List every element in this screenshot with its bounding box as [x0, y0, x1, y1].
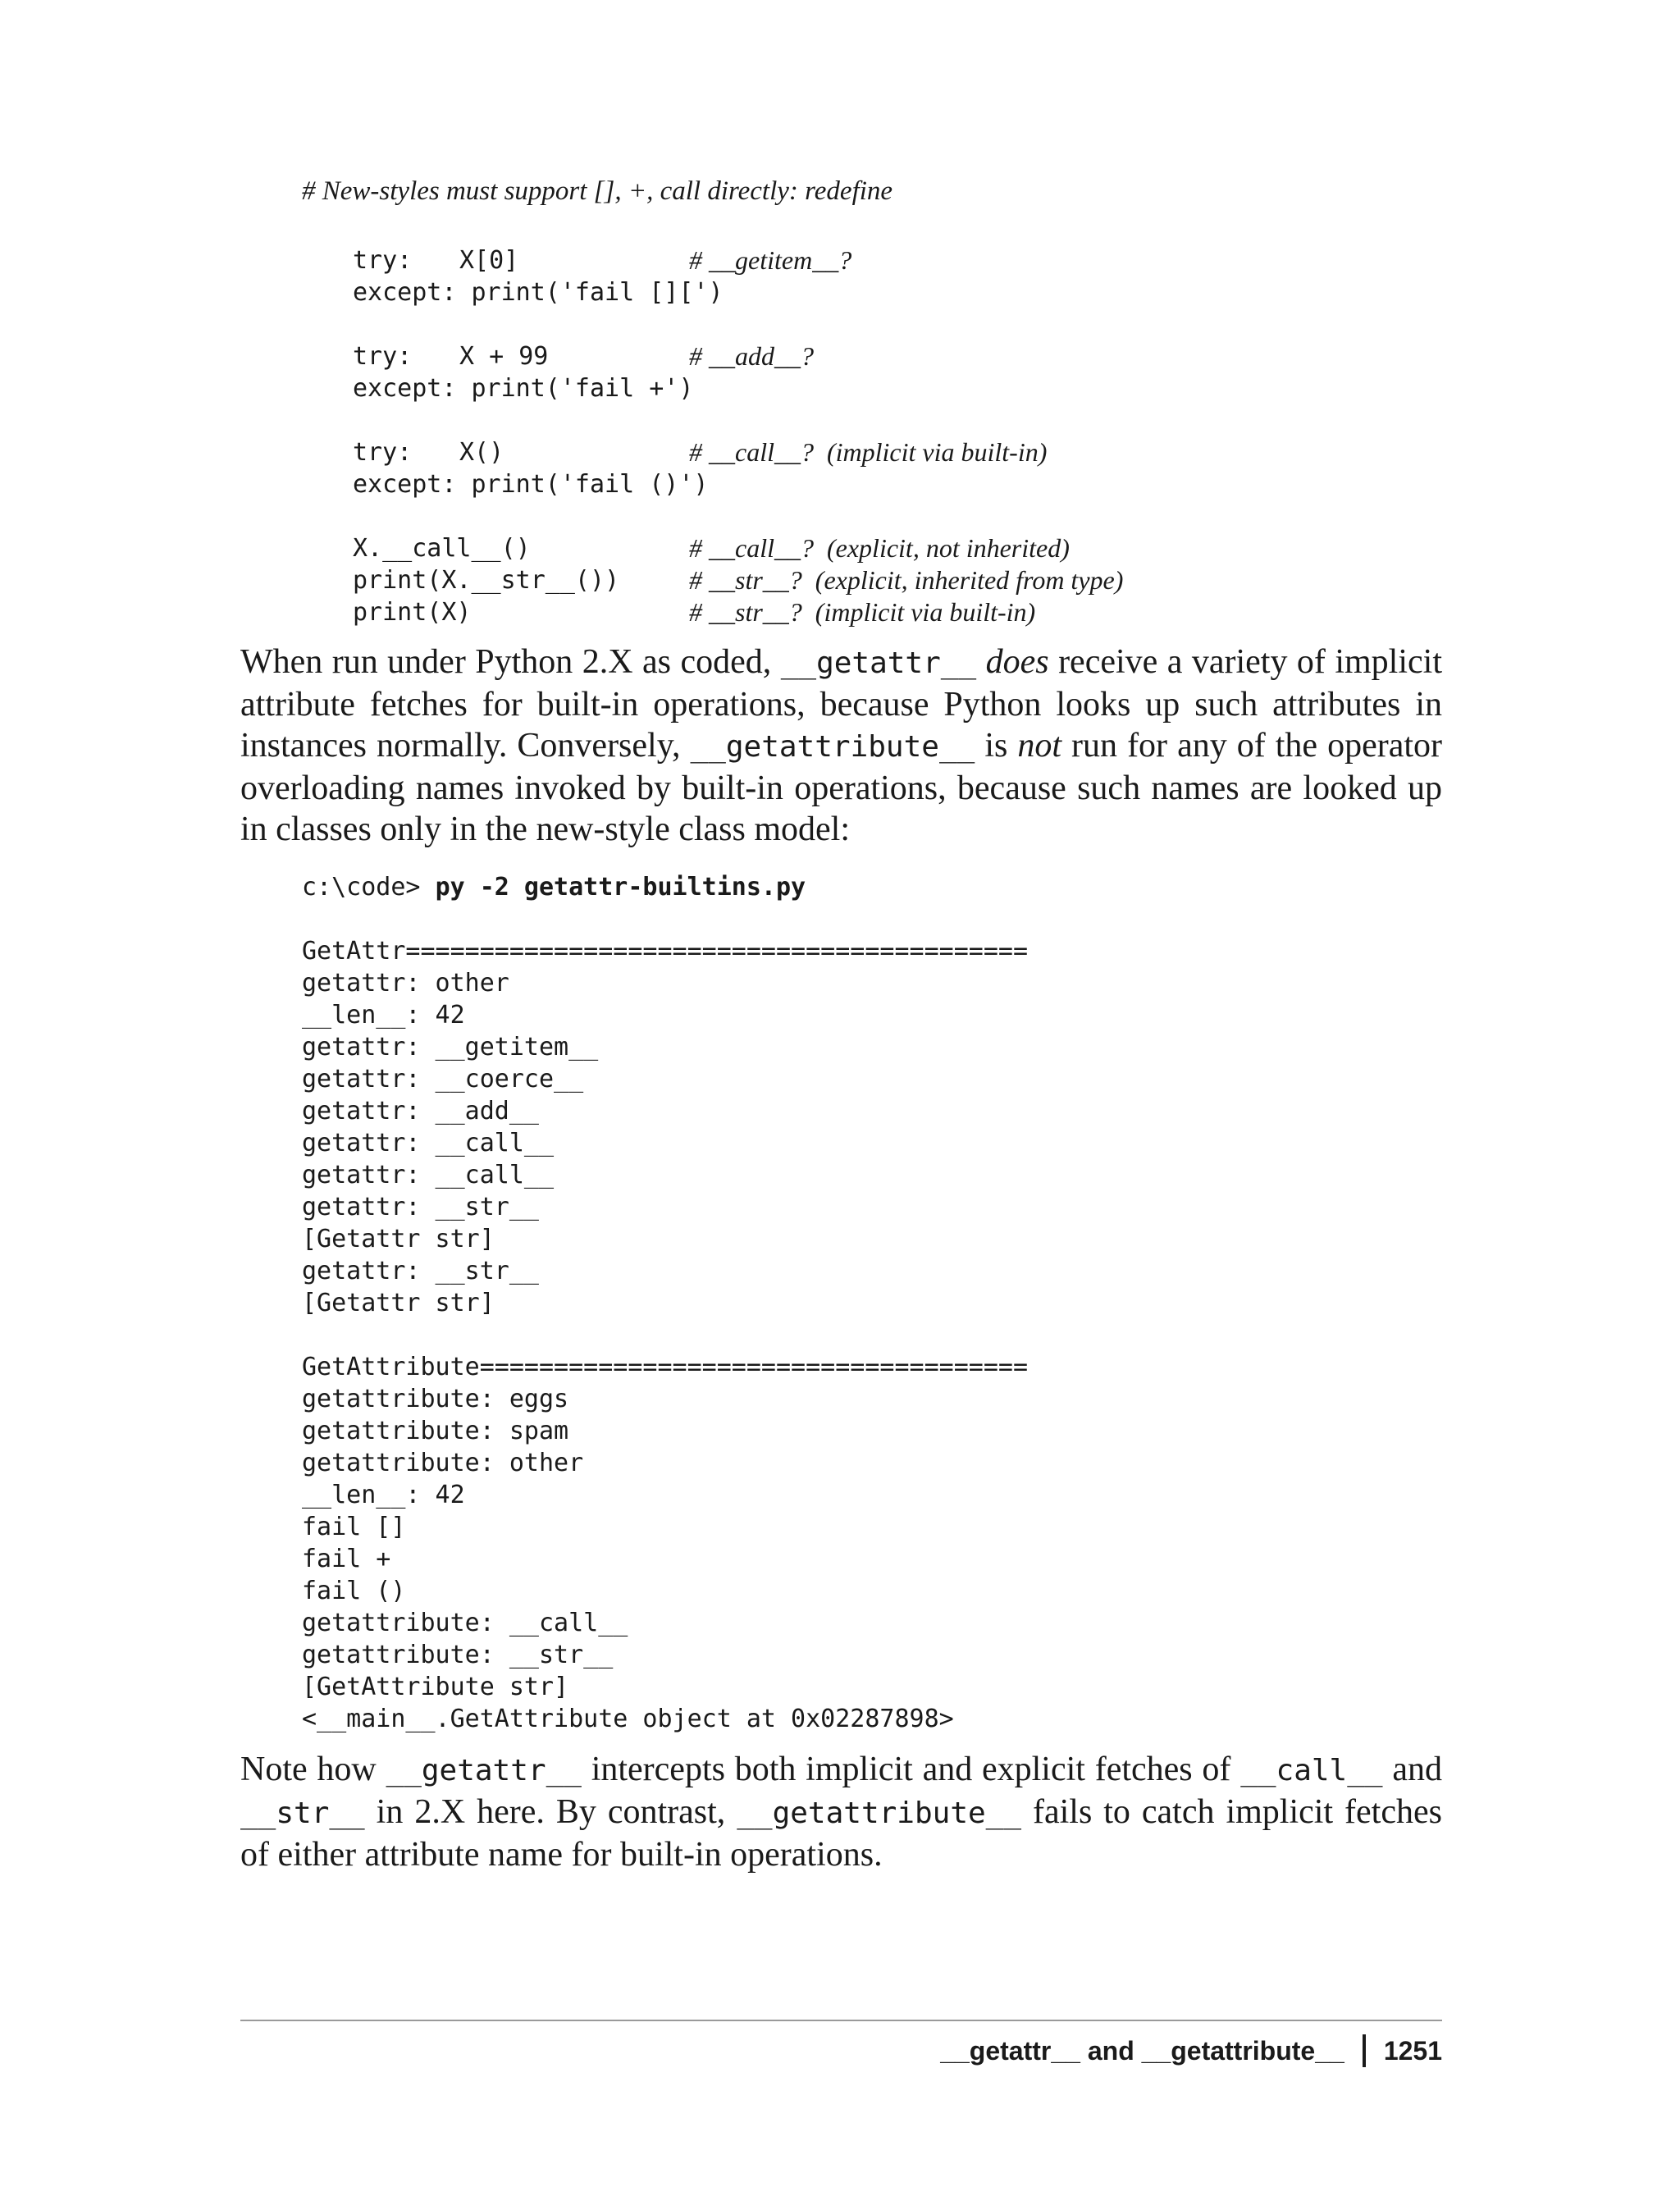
output-line: [Getattr str]	[302, 1289, 495, 1317]
inline-code: __getattr__	[780, 646, 977, 680]
output-line: getattr: __str__	[302, 1257, 539, 1285]
output-line: __len__: 42	[302, 1001, 465, 1029]
output-line: GetAttribute=====================================	[302, 1353, 1029, 1381]
inline-code: __call__	[1240, 1754, 1383, 1787]
output-line: getattr: __add__	[302, 1097, 539, 1125]
code-line	[353, 436, 1419, 468]
inline-code: __getattribute__	[737, 1796, 1022, 1830]
output-line: getattr: other	[302, 969, 509, 998]
code-statement: except: print('fail +')	[353, 374, 694, 403]
output-line: getattribute: eggs	[302, 1385, 569, 1413]
code-line	[353, 532, 1419, 564]
output-line: <__main__.GetAttribute object at 0x02287898>	[302, 1705, 954, 1733]
output-line	[302, 903, 1368, 935]
output-line: getattr: __getitem__	[302, 1033, 599, 1061]
code-comment: # __call__? (explicit, not inherited)	[689, 533, 1070, 563]
footer-rule	[240, 2020, 1442, 2021]
command-line	[302, 871, 1368, 903]
console-output	[302, 871, 1368, 1735]
code-gap	[353, 500, 1419, 532]
code-gap	[353, 308, 1419, 340]
code-statement: print(X)	[353, 598, 472, 627]
output-line	[302, 1319, 1368, 1351]
output-line: getattribute: other	[302, 1449, 584, 1477]
code-expression: X()	[459, 438, 504, 467]
text-run: and	[1382, 1751, 1442, 1788]
code-statement: print(X.__str__())	[353, 566, 620, 595]
output-line: GetAttr==========================================	[302, 937, 1029, 966]
code-statement: try:	[353, 342, 413, 371]
text-run: Note how	[240, 1751, 386, 1788]
text-run: When run under Python 2.X as coded,	[240, 643, 781, 681]
inline-code: __getattribute__	[690, 730, 975, 764]
code-listing	[353, 244, 1419, 628]
code-line	[353, 372, 1419, 404]
output-line: [GetAttribute str]	[302, 1673, 569, 1701]
code-line	[353, 564, 1419, 596]
text-run	[976, 643, 985, 681]
paragraph-1	[240, 641, 1442, 850]
output-line: [Getattr str]	[302, 1225, 495, 1253]
prompt: c:\code>	[302, 873, 436, 902]
output-line: fail []	[302, 1513, 406, 1541]
code-comment: # __add__?	[689, 341, 814, 371]
paragraph-2	[240, 1749, 1442, 1875]
code-statement: try:	[353, 438, 413, 467]
code-expression: X[0]	[459, 246, 519, 275]
code-line	[353, 596, 1419, 628]
command: py -2 getattr-builtins.py	[435, 873, 806, 902]
code-comment: # __str__? (implicit via built-in)	[689, 597, 1036, 627]
code-statement: except: print('fail ()')	[353, 470, 709, 499]
code-comment: # __str__? (explicit, inherited from type)	[689, 565, 1124, 595]
code-statement: try:	[353, 246, 413, 275]
inline-code: __str__	[240, 1796, 365, 1830]
text-run: fails to catch implicit fetches of either attribute name for built-in operations.	[240, 1793, 1442, 1874]
code-statement: except: print('fail [][')	[353, 278, 724, 307]
code-gap	[353, 404, 1419, 436]
emphasis: does	[985, 643, 1049, 681]
page-number: 1251	[1383, 2035, 1442, 2066]
inline-code: __getattr__	[386, 1754, 582, 1787]
output-line: getattr: __str__	[302, 1193, 539, 1221]
text-run: is	[975, 727, 1018, 765]
output-line: fail ()	[302, 1577, 406, 1605]
code-comment: # __call__? (implicit via built-in)	[689, 437, 1048, 467]
output-line: getattribute: __call__	[302, 1609, 628, 1637]
code-comment-heading: # New-styles must support [], +, call directly: redefine	[302, 176, 893, 206]
text-run: in 2.X here. By contrast,	[364, 1793, 737, 1831]
output-line: getattr: __coerce__	[302, 1065, 584, 1093]
text-run: receive a variety of implicit attribute fetches for built-in operations, because Python looks up such attributes in instances normally. Conversely,	[240, 643, 1442, 765]
text-run: intercepts both implicit and explicit fetches of	[581, 1751, 1241, 1788]
output-line: fail +	[302, 1545, 391, 1573]
code-line	[353, 244, 1419, 276]
code-statement: X.__call__()	[353, 534, 531, 563]
code-line	[353, 468, 1419, 500]
running-title: __getattr__ and __getattribute__	[940, 2035, 1344, 2066]
emphasis: not	[1017, 727, 1062, 765]
footer-separator	[1363, 2034, 1366, 2067]
output-line: getattr: __call__	[302, 1161, 555, 1189]
code-comment: # __getitem__?	[689, 245, 852, 275]
code-line	[353, 276, 1419, 308]
output-line: getattribute: spam	[302, 1417, 569, 1445]
text-run: run for any of the operator overloading names invoked by built-in operations, because such names are looked up in classes only in the new-style class model:	[240, 727, 1442, 848]
code-expression: X + 99	[459, 342, 549, 371]
output-lines	[302, 903, 1368, 1735]
output-line: getattribute: __str__	[302, 1641, 614, 1669]
output-line: __len__: 42	[302, 1481, 465, 1509]
output-line: getattr: __call__	[302, 1129, 555, 1157]
code-line	[353, 340, 1419, 372]
page-footer	[940, 2034, 1442, 2067]
